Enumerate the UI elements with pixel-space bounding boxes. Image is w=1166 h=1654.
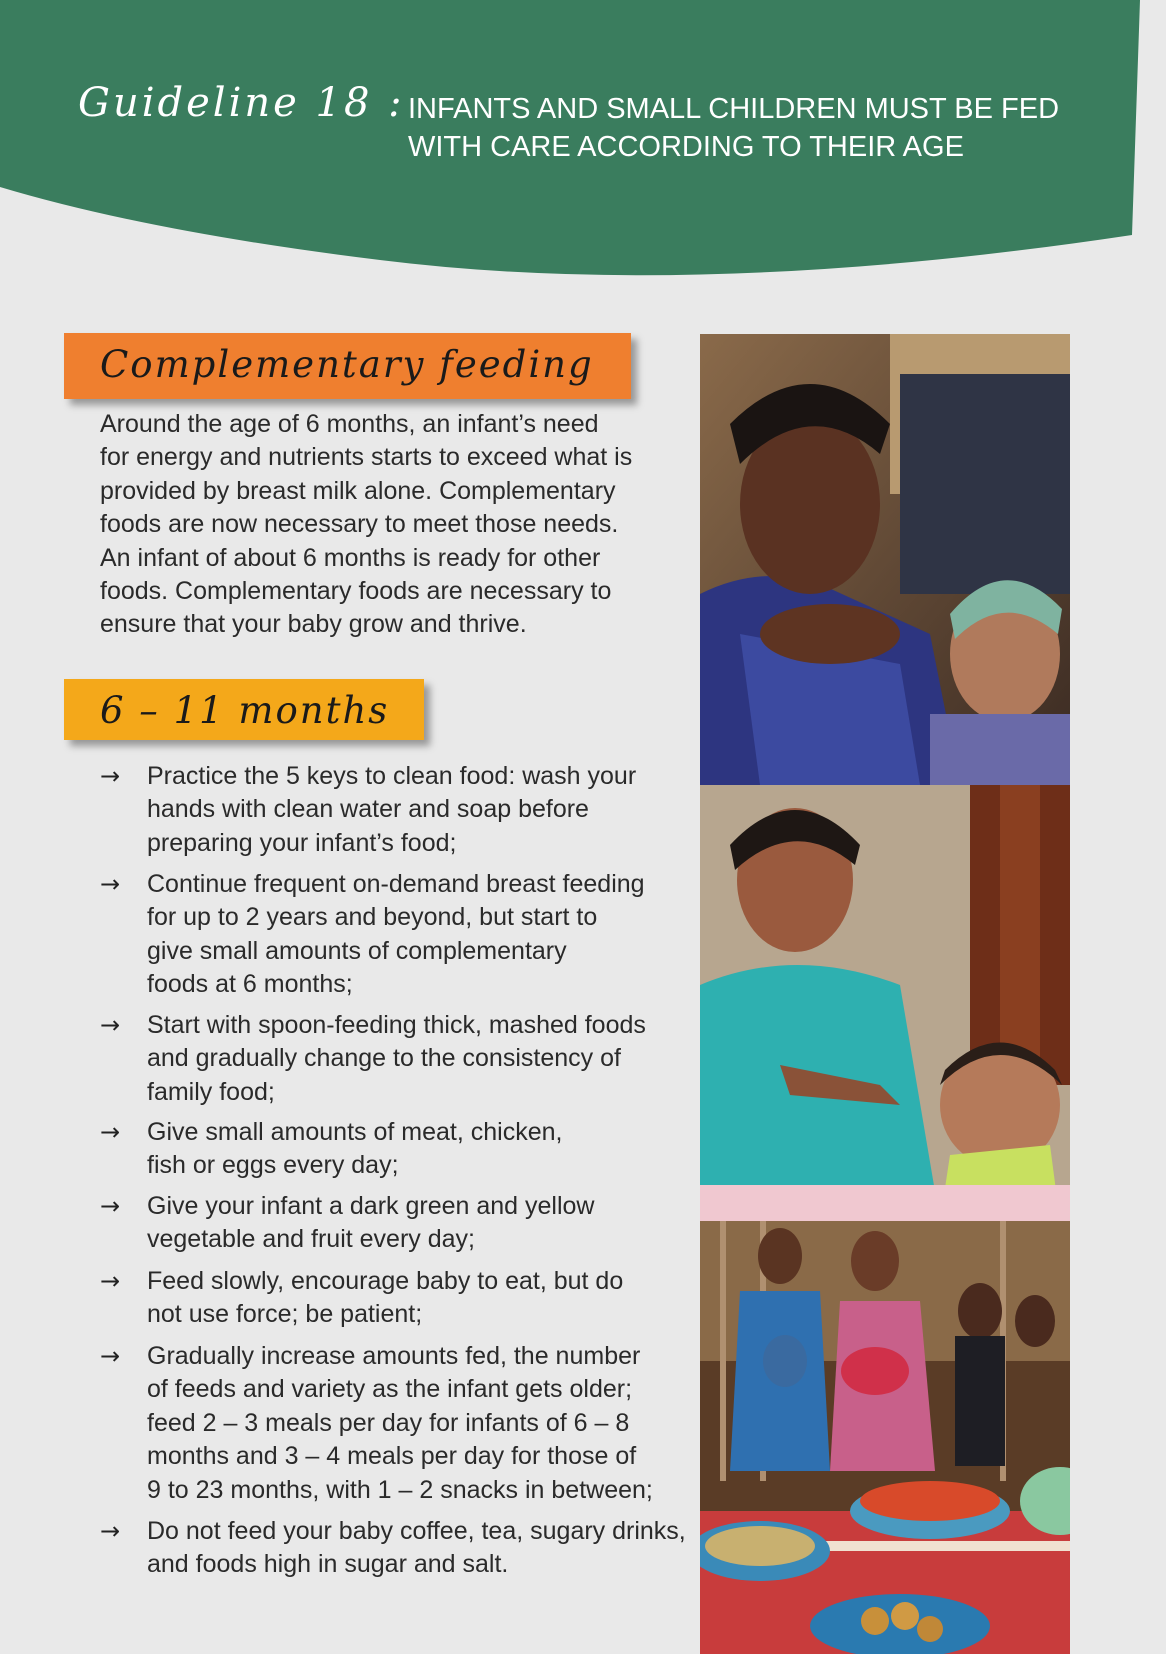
complementary-feeding-heading <box>64 333 631 399</box>
bullet-text <box>147 1515 697 1582</box>
bullet-text <box>147 1190 697 1257</box>
bullet-line: hands with clean water and soap before <box>147 795 589 824</box>
intro-line: provided by breast milk alone. Complementary <box>100 476 616 505</box>
bullet-line: Feed slowly, encourage baby to eat, but do <box>147 1267 624 1295</box>
bullet-text <box>147 1116 697 1183</box>
bullet-line: and foods high in sugar and salt. <box>147 1550 509 1579</box>
arrow-right-icon: → <box>100 762 121 790</box>
arrow-right-icon: → <box>100 1267 121 1295</box>
months-heading-text: 6 – 11 months <box>100 689 390 732</box>
arrow-right-icon: → <box>100 1192 121 1220</box>
bullet-text <box>147 1340 697 1507</box>
bullet-line: of feeds and variety as the infant gets older; <box>147 1375 633 1404</box>
intro-line: for energy and nutrients starts to exceed what is <box>100 443 633 472</box>
bullet-line: and gradually change to the consistency of <box>147 1044 621 1073</box>
photo-spoon-feeding <box>700 785 1070 1221</box>
bullet-line: Give your infant a dark green and yellow <box>147 1192 595 1220</box>
complementary-feeding-heading-text: Complementary feeding <box>100 343 594 386</box>
bullet-line: Continue frequent on-demand breast feeding <box>147 870 645 898</box>
bullet-text <box>147 868 697 1002</box>
guideline-number: Guideline 18 : <box>78 80 405 126</box>
bullet-line: fish or eggs every day; <box>147 1151 399 1180</box>
bullet-text <box>147 1009 697 1109</box>
arrow-right-icon: → <box>100 870 121 898</box>
bullet-line: preparing your infant’s food; <box>147 828 457 857</box>
complementary-feeding-text <box>100 408 670 642</box>
bullet-line: not use force; be patient; <box>147 1300 423 1329</box>
bullet-line: Gradually increase amounts fed, the number <box>147 1342 641 1370</box>
bullet-line: give small amounts of complementary <box>147 936 567 965</box>
arrow-right-icon: → <box>100 1118 121 1146</box>
intro-line: foods. Complementary foods are necessary to <box>100 577 612 606</box>
photo-family-meal <box>700 1221 1070 1654</box>
bullet-line: Do not feed your baby coffee, tea, sugary drinks, <box>147 1517 686 1545</box>
bullet-line: vegetable and fruit every day; <box>147 1225 475 1254</box>
arrow-right-icon: → <box>100 1342 121 1370</box>
bullet-line: family food; <box>147 1077 275 1106</box>
bullet-line: months and 3 – 4 meals per day for those of <box>147 1442 637 1471</box>
bullet-line: Start with spoon-feeding thick, mashed foods <box>147 1011 646 1039</box>
photo-mother-breastfeeding <box>700 334 1070 785</box>
bullet-line: Practice the 5 keys to clean food: wash your <box>147 762 637 790</box>
bullet-line: foods at 6 months; <box>147 970 353 999</box>
intro-line: Around the age of 6 months, an infant’s need <box>100 410 599 438</box>
bullet-line: for up to 2 years and beyond, but start to <box>147 903 598 932</box>
guideline-title <box>408 90 1108 166</box>
bullet-text <box>147 760 697 860</box>
bullet-line: Give small amounts of meat, chicken, <box>147 1118 563 1146</box>
intro-line: ensure that your baby grow and thrive. <box>100 610 527 639</box>
intro-line: An infant of about 6 months is ready for other <box>100 543 601 572</box>
guideline-title-line1: INFANTS AND SMALL CHILDREN MUST BE FED <box>408 93 1060 125</box>
months-heading <box>64 679 424 740</box>
bullet-line: 9 to 23 months, with 1 – 2 snacks in between; <box>147 1475 653 1504</box>
arrow-right-icon: → <box>100 1011 121 1039</box>
intro-line: foods are now necessary to meet those needs. <box>100 510 619 539</box>
bullet-line: feed 2 – 3 meals per day for infants of 6 – 8 <box>147 1408 630 1437</box>
bullet-text <box>147 1265 697 1332</box>
guideline-title-line2: WITH CARE ACCORDING TO THEIR AGE <box>408 131 964 163</box>
arrow-right-icon: → <box>100 1517 121 1545</box>
